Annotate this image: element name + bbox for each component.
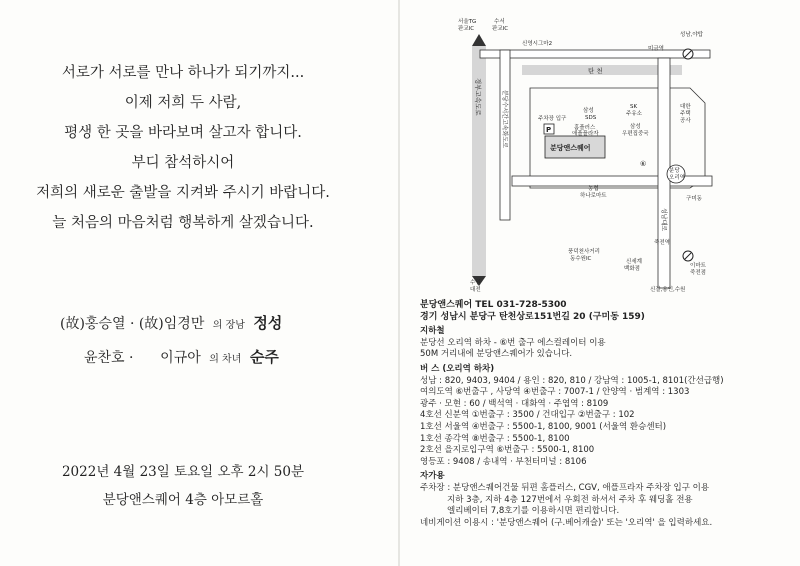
map-label: 공사: [680, 118, 691, 124]
map-label: 주택: [680, 111, 691, 117]
invitation-right-page: [400, 0, 800, 566]
parking-symbol: P: [546, 126, 552, 134]
map-label: 신세계: [626, 259, 642, 265]
bus-line: 영등포 : 9408 / 송내역 · 부천터미널 : 8106: [420, 456, 587, 467]
bus-line: 여의도역 ⑥번출구 , 사당역 ④번출구 : 7007-1 / 안양역 · 범계역 : 1303: [420, 387, 690, 398]
greeting-line: 저희의 새로운 출발을 지켜봐 주시기 바랍니다.: [36, 185, 330, 201]
location-map: [440, 8, 740, 293]
map-label: 구미동: [686, 196, 702, 202]
map-label: 우편집중국: [622, 131, 649, 137]
venue-address: 경기 성남시 분당구 탄천상로151번길 20 (구미동 159): [420, 311, 645, 322]
map-label: 죽전역: [654, 240, 670, 246]
invitation-left-page: [0, 0, 398, 566]
greeting-line: 평생 한 곳을 바라보며 살고자 합니다.: [64, 125, 302, 141]
groom-parents: (故)홍승열 · (故)임경만: [60, 316, 205, 332]
groom-relation: 의 장남: [212, 320, 245, 331]
bride-parents: 윤찬호 · 이규아: [84, 350, 201, 366]
bride-relation: 의 차녀: [209, 354, 242, 365]
greeting-message: [0, 58, 366, 238]
map-label: 수원: [470, 280, 481, 286]
map-label: 이마트: [690, 263, 706, 269]
greeting-line: 이제 저희 두 사람,: [124, 95, 242, 111]
bus-line: 광주 · 모현 : 60 / 백석역 · 대화역 · 주엽역 : 8109: [420, 398, 609, 409]
tancheon-label: 탄 천: [588, 67, 603, 75]
map-label: 동수원IC: [570, 256, 592, 262]
map-label: 주차장 입구: [538, 116, 567, 122]
directions-info: [420, 300, 790, 529]
suseo-road-label: 분당수서간고속화도로: [501, 90, 508, 148]
exit6-marker: ⑥: [640, 160, 647, 168]
bus-heading: 버 스 (오리역 하차): [420, 363, 495, 374]
greeting-line: 늘 처음의 마음처럼 행복하게 살겠습니다.: [52, 215, 314, 231]
map-label: 성남,야탑: [680, 32, 704, 38]
bus-line: 1호선 종각역 ⑧번출구 : 5500-1, 8100: [420, 433, 570, 444]
map-label: SDS: [585, 115, 597, 121]
bride-name: 순주: [249, 348, 279, 366]
map-label: 하나로마트: [580, 193, 607, 199]
arrow-up-icon: [472, 34, 486, 46]
map-label: 백화점: [624, 266, 640, 272]
bus-line: 2호선 을지로입구역 ⑥번출구 : 5500-1, 8100: [420, 445, 595, 456]
map-label: 주유소: [626, 111, 642, 117]
map-label: 홈플러스: [574, 125, 596, 131]
venue-contact: 분당앤스퀘어 TEL 031-728-5300: [420, 300, 567, 310]
ori-station-label-2: 오리역: [669, 175, 685, 181]
car-line: 주차장 : 분당앤스퀘어건물 뒤편 홈플러스, CGV, 애플프라자 주차장 입구 이용: [420, 482, 710, 493]
greeting-line: 부디 참석하시어: [131, 155, 235, 171]
subway-heading: 지하철: [420, 326, 445, 337]
map-label: 판교IC: [492, 26, 509, 32]
bride-row: [60, 346, 360, 380]
car-heading: 자가용: [420, 471, 445, 482]
bus-line: 4호선 신분역 ①번출구 : 3500 / 건대입구 ②번출구 : 102: [420, 410, 635, 421]
map-label: 삼성: [583, 108, 594, 114]
subway-line: 분당선 오리역 하차 - ⑥번 출구 에스컬레이터 이용: [420, 337, 606, 348]
map-label: 신영시그마2: [522, 41, 553, 47]
map-label: 신갈,용인,수원: [650, 287, 686, 293]
map-label: 삼성: [630, 124, 641, 130]
greeting-line: 서로가 서로를 만나 하나가 되기까지...: [61, 65, 305, 81]
map-label: 농협: [588, 186, 599, 192]
car-line: 네비게이션 이용시 : '분당앤스퀘어 (구.베어캐슬)' 또는 '오리역' 을 입력하세요.: [420, 517, 713, 528]
map-label: 애플플라자: [572, 131, 599, 137]
bus-line: 1호선 서울역 ④번출구 : 5500-1, 8100, 9001 (서울역 환승센터): [420, 421, 667, 432]
subway-line: 50M 거리내에 분당앤스퀘어가 있습니다.: [420, 349, 573, 360]
map-label: 수서: [494, 19, 505, 25]
groom-name: 정성: [253, 314, 283, 332]
map-label: 미금역: [648, 46, 664, 52]
event-datetime: 2022년 4월 23일 토요일 오후 2시 50분: [61, 464, 305, 480]
seongnam-daero-label: 성남대로: [660, 208, 667, 232]
map-label: 대전: [470, 287, 481, 293]
car-line: 엘리베이터 7,8호기를 이용하시면 편리합니다.: [420, 506, 620, 517]
venue-map-label: 분당앤스퀘어: [550, 144, 591, 152]
map-label: 대한: [680, 104, 691, 110]
event-place: 분당앤스퀘어 4층 아모르홀: [102, 492, 264, 508]
map-label: SK: [630, 104, 638, 110]
groom-row: [60, 312, 360, 346]
map-label: 판교IC: [458, 26, 475, 32]
event-details: [0, 458, 366, 514]
car-line: 지하 3층, 지하 4층 127번에서 우회전 하셔서 주차 후 웨딩홀 전용: [420, 494, 693, 505]
expressway-label: 경부고속도로: [474, 78, 482, 116]
map-label: 풍덕천사거리: [568, 249, 600, 255]
map-label: 죽전점: [690, 270, 706, 276]
couple-names: [60, 312, 360, 380]
top-road: [480, 50, 710, 58]
map-label: 서울TG: [458, 19, 477, 25]
ori-station-label-1: 분당: [669, 168, 680, 174]
bus-line: 성남 : 820, 9403, 9404 / 용인 : 820, 810 / 강남역 : 1005-1, 8101(간선급행): [420, 375, 724, 386]
